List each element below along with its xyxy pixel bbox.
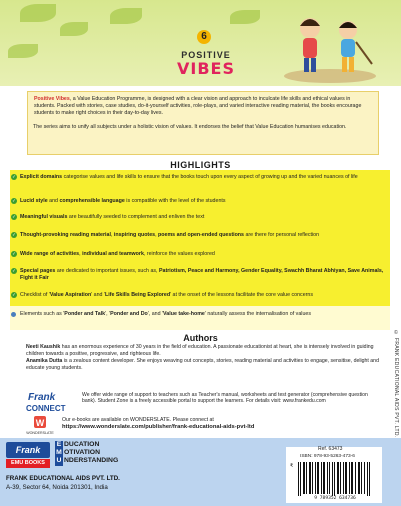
item-text: ', ' [105, 311, 111, 317]
item-bold: poems and open-ended questions [158, 232, 244, 238]
item-text: Elements such as ' [20, 311, 65, 317]
item-text: , [79, 251, 83, 257]
leaf-decoration [20, 4, 56, 22]
leaf-decoration [230, 10, 260, 24]
wonderslate-logo-text: WONDERSLATE [26, 431, 54, 435]
volume-badge: 6 [197, 30, 211, 44]
isbn-number: ISBN: 978-93-5263-473-6 [300, 454, 355, 459]
check-icon: ✓ [12, 214, 16, 219]
author-2 [26, 358, 381, 371]
intro-box [27, 91, 379, 155]
intro-paragraph-1: , a Value Education Programme, is designed with a clear vision and approach to inculcate life skills and ethical values in students. Packed with stories, case studies, do-it-yourself activities, role-plays, and varied interactive reading material, the books encourage students to make right choices in their day-to-day lives. [34, 96, 362, 117]
emu-line: E DUCATION [56, 441, 100, 448]
list-item [12, 214, 385, 221]
connect-logo-bottom: CONNECT [26, 404, 66, 413]
item-bold: Thought-provoking reading material [20, 232, 111, 238]
author-bio: has an enormous experience of 30 years in the field of education. A passionate educationist at heart, she is intensely involved in guiding children towards a positive, progressive, and righteous life. [26, 344, 374, 357]
list-item [12, 198, 385, 205]
frank-connect-logo [24, 390, 70, 414]
list-item [12, 232, 385, 239]
emu-line: U NDERSTANDING [56, 457, 119, 465]
item-bold: individual and teamwork [82, 251, 144, 257]
highlights-title: HIGHLIGHTS [170, 160, 231, 170]
wonderslate-section [62, 417, 382, 430]
item-bold: Patriotism, Peace and Harmony, Gender Equality, Swachh Bharat Abhiyan, Save Animals, Fight it Fair [20, 268, 384, 281]
author-1 [26, 344, 381, 357]
copyright-side-text: © FRANK EDUCATIONAL AIDS PVT. LTD. [393, 330, 399, 438]
list-item [12, 268, 385, 282]
connect-logo-top: Frank [28, 392, 56, 403]
item-bold: Special pages [20, 268, 56, 274]
series-title-line1: POSITIVE [181, 50, 231, 60]
item-text: categorise values and life skills to ensure that the books touch upon every aspect of growing up and the varied nuances of life [62, 174, 358, 180]
reference-number: Ref. 63473 [318, 446, 343, 452]
publisher-address: A-39, Sector 64, Noida 201301, India [6, 484, 108, 491]
item-bold: Value Aspiration [49, 292, 92, 298]
item-bold: Meaningful visuals [20, 214, 68, 220]
authors-section [26, 344, 381, 388]
children-illustration [280, 2, 380, 84]
check-icon: ✓ [12, 292, 16, 297]
check-icon: ✓ [12, 198, 16, 203]
item-text: are there for personal reflection [243, 232, 320, 238]
item-bold: Life Skills Being Explored [105, 292, 171, 298]
emu-line: M OTIVATION [56, 449, 100, 457]
emu-books-logo: EMU BOOKS [6, 459, 50, 468]
item-bold: comprehensible language [59, 198, 125, 204]
intro-paragraph-2: The series aims to unify all subjects under a holistic vision of values. It endorses the belief that Value Education humanises education. [33, 124, 347, 130]
item-bold: Value take-home [163, 311, 205, 317]
item-bold: Lucid style [20, 198, 48, 204]
price-label: ₹ [290, 463, 294, 469]
item-bold: Explicit domains [20, 174, 63, 180]
connect-description: We offer wide range of support to teachers such as Teacher's manual, worksheets and test generator (comprehensive question bank). Student Zone is a freely accessible portal to support the learners. For details visit: www.frankedu.com [82, 392, 368, 405]
wonderslate-url: https://www.wonderslate.com/publisher/frank-educational-aids-pvt-ltd [62, 423, 255, 430]
barcode-digits: 9 789352 634736 [314, 496, 356, 501]
author-bio: is a zealous content developer. She enjoys weaving out concepts, stories, reading material and activities to engage, sensitise, delight and educate young students. [26, 358, 379, 371]
author-name: Neeti Kaushik [26, 344, 61, 350]
item-text: is compatible with the level of the students [124, 198, 226, 204]
highlights-panel-light [10, 306, 390, 330]
item-text: ' at the onset of the lessons facilitate the core value concerns [170, 292, 313, 298]
item-text: and [47, 198, 60, 204]
authors-title: Authors [183, 333, 218, 343]
intro-highlight: Positive Vibes [34, 96, 70, 102]
item-text: Checklist of ' [20, 292, 50, 298]
list-item [12, 251, 385, 258]
item-text: ' and ' [91, 292, 105, 298]
leaf-decoration [8, 44, 38, 58]
barcode [296, 462, 376, 496]
author-name: Anamika Dutta [26, 358, 63, 365]
publisher-name: FRANK EDUCATIONAL AIDS PVT. LTD. [6, 475, 120, 482]
leaf-decoration [110, 8, 142, 24]
item-text: are dedicated to important issues, such as, [55, 268, 159, 274]
item-text: ', and ' [147, 311, 164, 317]
frank-logo: Frank [6, 442, 50, 458]
leaf-decoration [60, 22, 88, 36]
item-bold: Wide range of activities [20, 251, 80, 257]
svg-text:W: W [35, 418, 45, 428]
item-text: , [155, 232, 159, 238]
item-text: , reinforce the values explored [143, 251, 215, 257]
wonderslate-line: Our e-books are available on WONDERSLATE. Please connect at [62, 417, 214, 423]
check-icon: ✓ [12, 174, 16, 179]
emu-tagline [55, 441, 145, 466]
check-icon: ✓ [12, 268, 16, 273]
list-item [20, 311, 385, 318]
item-text: ' naturally assess the internalisation of values [204, 311, 311, 317]
item-text: are beautifully seeded to complement and enliven the text [67, 214, 205, 220]
series-title-line2: VIBES [177, 59, 235, 78]
check-icon: ✓ [12, 251, 16, 256]
check-icon: ✓ [12, 232, 16, 237]
bullet-icon [11, 312, 16, 317]
item-bold: inspiring quotes [113, 232, 156, 238]
list-item [12, 174, 385, 181]
wonderslate-logo [24, 416, 56, 436]
list-item [12, 292, 385, 299]
item-text: , [110, 232, 114, 238]
item-bold: Ponder and Do [110, 311, 148, 317]
item-bold: Ponder and Talk [64, 311, 106, 317]
